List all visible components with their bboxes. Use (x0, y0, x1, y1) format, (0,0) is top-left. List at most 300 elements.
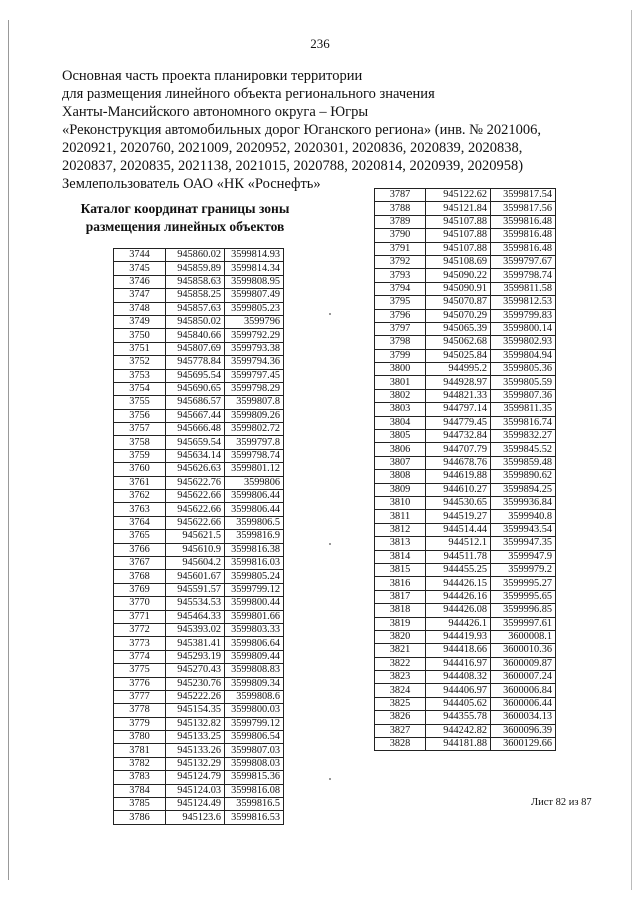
x-coordinate-cell: 944418.66 (426, 644, 491, 657)
y-coordinate-cell: 3599811.58 (491, 282, 556, 295)
x-coordinate-cell: 945690.65 (166, 382, 225, 395)
x-coordinate-cell: 944426.08 (426, 604, 491, 617)
y-coordinate-cell: 3600096.39 (491, 724, 556, 737)
table-row (375, 376, 556, 389)
table-row (114, 704, 284, 717)
table-row (375, 590, 556, 603)
x-coordinate-cell: 944426.16 (426, 590, 491, 603)
table-row (114, 677, 284, 690)
y-coordinate-cell: 3599807.49 (225, 289, 284, 302)
y-coordinate-cell: 3600008.1 (491, 630, 556, 643)
table-row (375, 322, 556, 335)
x-coordinate-cell: 944732.84 (426, 430, 491, 443)
table-row (375, 563, 556, 576)
x-coordinate-cell: 945393.02 (166, 623, 225, 636)
y-coordinate-cell: 3599811.35 (491, 403, 556, 416)
table-row (114, 570, 284, 583)
point-number-cell: 3824 (375, 684, 426, 697)
x-coordinate-cell: 945695.54 (166, 369, 225, 382)
table-row (375, 282, 556, 295)
x-coordinate-cell: 945124.03 (166, 784, 225, 797)
x-coordinate-cell: 945591.57 (166, 583, 225, 596)
x-coordinate-cell: 944797.14 (426, 403, 491, 416)
point-number-cell: 3789 (375, 215, 426, 228)
y-coordinate-cell: 3600034.13 (491, 711, 556, 724)
x-coordinate-cell: 944406.97 (426, 684, 491, 697)
table-row (375, 202, 556, 215)
y-coordinate-cell: 3599808.6 (225, 690, 284, 703)
point-number-cell: 3796 (375, 309, 426, 322)
y-coordinate-cell: 3599817.54 (491, 189, 556, 202)
point-number-cell: 3788 (375, 202, 426, 215)
table-row (114, 382, 284, 395)
x-coordinate-cell: 944995.2 (426, 363, 491, 376)
table-row (114, 744, 284, 757)
y-coordinate-cell: 3599807.36 (491, 389, 556, 402)
point-number-cell: 3815 (375, 563, 426, 576)
x-coordinate-cell: 945807.69 (166, 342, 225, 355)
point-number-cell: 3766 (114, 543, 166, 556)
point-number-cell: 3811 (375, 510, 426, 523)
point-number-cell: 3784 (114, 784, 166, 797)
table-row (375, 296, 556, 309)
y-coordinate-cell: 3600007.24 (491, 671, 556, 684)
table-row (114, 356, 284, 369)
y-coordinate-cell: 3599809.44 (225, 650, 284, 663)
point-number-cell: 3745 (114, 262, 166, 275)
point-number-cell: 3764 (114, 516, 166, 529)
y-coordinate-cell: 3599812.53 (491, 296, 556, 309)
x-coordinate-cell: 945622.76 (166, 476, 225, 489)
x-coordinate-cell: 945121.84 (426, 202, 491, 215)
point-number-cell: 3769 (114, 583, 166, 596)
y-coordinate-cell: 3599792.29 (225, 329, 284, 342)
y-coordinate-cell: 3599801.66 (225, 610, 284, 623)
table-row (114, 757, 284, 770)
point-number-cell: 3801 (375, 376, 426, 389)
y-coordinate-cell: 3599808.83 (225, 664, 284, 677)
x-coordinate-cell: 944408.32 (426, 671, 491, 684)
y-coordinate-cell: 3599796 (225, 315, 284, 328)
table-row (114, 476, 284, 489)
x-coordinate-cell: 945622.66 (166, 503, 225, 516)
table-row (114, 798, 284, 811)
table-row (114, 530, 284, 543)
table-row (114, 664, 284, 677)
document-header (62, 67, 622, 193)
table-row (375, 711, 556, 724)
x-coordinate-cell: 944519.27 (426, 510, 491, 523)
y-coordinate-cell: 3599859.48 (491, 456, 556, 469)
point-number-cell: 3795 (375, 296, 426, 309)
table-row (375, 671, 556, 684)
point-number-cell: 3828 (375, 738, 426, 751)
x-coordinate-cell: 944610.27 (426, 483, 491, 496)
point-number-cell: 3775 (114, 664, 166, 677)
y-coordinate-cell: 3599801.12 (225, 463, 284, 476)
y-coordinate-cell: 3599807.8 (225, 396, 284, 409)
x-coordinate-cell: 945534.53 (166, 597, 225, 610)
table-row (375, 456, 556, 469)
table-row (375, 697, 556, 710)
point-number-cell: 3785 (114, 798, 166, 811)
x-coordinate-cell: 945107.88 (426, 242, 491, 255)
x-coordinate-cell: 944181.88 (426, 738, 491, 751)
point-number-cell: 3816 (375, 577, 426, 590)
point-number-cell: 3787 (375, 189, 426, 202)
x-coordinate-cell: 944419.93 (426, 630, 491, 643)
page-number: 236 (310, 36, 330, 51)
table-row (375, 416, 556, 429)
x-coordinate-cell: 945622.66 (166, 490, 225, 503)
point-number-cell: 3806 (375, 443, 426, 456)
y-coordinate-cell: 3599943.54 (491, 523, 556, 536)
x-coordinate-cell: 945065.39 (426, 322, 491, 335)
table-row (114, 811, 284, 824)
x-coordinate-cell: 945293.19 (166, 650, 225, 663)
table-row (114, 275, 284, 288)
table-row (375, 430, 556, 443)
table-row (375, 215, 556, 228)
point-number-cell: 3751 (114, 342, 166, 355)
x-coordinate-cell: 945062.68 (426, 336, 491, 349)
point-number-cell: 3800 (375, 363, 426, 376)
table-row (114, 289, 284, 302)
y-coordinate-cell: 3599806.64 (225, 637, 284, 650)
table-row (114, 623, 284, 636)
table-row (375, 269, 556, 282)
point-number-cell: 3777 (114, 690, 166, 703)
table-row (375, 523, 556, 536)
x-coordinate-cell: 945622.66 (166, 516, 225, 529)
y-coordinate-cell: 3599803.33 (225, 623, 284, 636)
y-coordinate-cell: 3599815.36 (225, 771, 284, 784)
table-row (375, 309, 556, 322)
x-coordinate-cell: 945090.22 (426, 269, 491, 282)
table-row (114, 690, 284, 703)
x-coordinate-cell: 945132.82 (166, 717, 225, 730)
x-coordinate-cell: 945601.67 (166, 570, 225, 583)
point-number-cell: 3747 (114, 289, 166, 302)
y-coordinate-cell: 3599816.03 (225, 556, 284, 569)
header-line: для размещения линейного объекта регионального значения (62, 86, 435, 102)
point-number-cell: 3793 (375, 269, 426, 282)
y-coordinate-cell: 3599816.48 (491, 242, 556, 255)
table-row (375, 684, 556, 697)
point-number-cell: 3782 (114, 757, 166, 770)
coordinates-table-right (374, 188, 556, 751)
x-coordinate-cell: 944678.76 (426, 456, 491, 469)
table-row (375, 255, 556, 268)
x-coordinate-cell: 944530.65 (426, 496, 491, 509)
point-number-cell: 3809 (375, 483, 426, 496)
x-coordinate-cell: 945133.25 (166, 731, 225, 744)
y-coordinate-cell: 3599799.12 (225, 717, 284, 730)
table-row (114, 329, 284, 342)
y-coordinate-cell: 3599793.38 (225, 342, 284, 355)
y-coordinate-cell: 3599797.67 (491, 255, 556, 268)
point-number-cell: 3802 (375, 389, 426, 402)
header-line: «Реконструкция автомобильных дорог Юганского региона» (инв. № 2021006, (62, 122, 542, 138)
x-coordinate-cell: 945610.9 (166, 543, 225, 556)
y-coordinate-cell: 3599800.44 (225, 597, 284, 610)
table-row (375, 363, 556, 376)
y-coordinate-cell: 3599802.72 (225, 423, 284, 436)
y-coordinate-cell: 3599845.52 (491, 443, 556, 456)
x-coordinate-cell: 945858.25 (166, 289, 225, 302)
y-coordinate-cell: 3599799.83 (491, 309, 556, 322)
table-row (114, 423, 284, 436)
table-row (114, 436, 284, 449)
point-number-cell: 3819 (375, 617, 426, 630)
y-coordinate-cell: 3599797.45 (225, 369, 284, 382)
point-number-cell: 3768 (114, 570, 166, 583)
table-row (375, 630, 556, 643)
x-coordinate-cell: 945070.87 (426, 296, 491, 309)
x-coordinate-cell: 945464.33 (166, 610, 225, 623)
page-border-left (8, 20, 9, 880)
point-number-cell: 3786 (114, 811, 166, 824)
y-coordinate-cell: 3599806.54 (225, 731, 284, 744)
y-coordinate-cell: 3599808.03 (225, 757, 284, 770)
x-coordinate-cell: 944426.1 (426, 617, 491, 630)
y-coordinate-cell: 3599816.08 (225, 784, 284, 797)
x-coordinate-cell: 945107.88 (426, 229, 491, 242)
y-coordinate-cell: 3599996.85 (491, 604, 556, 617)
y-coordinate-cell: 3599995.65 (491, 590, 556, 603)
point-number-cell: 3817 (375, 590, 426, 603)
y-coordinate-cell: 3599816.9 (225, 530, 284, 543)
table-row (375, 443, 556, 456)
y-coordinate-cell: 3599797.8 (225, 436, 284, 449)
header-line: 2020837, 2020835, 2021138, 2021015, 2020788, 2020814, 2020939, 2020958) (62, 158, 524, 174)
point-number-cell: 3778 (114, 704, 166, 717)
x-coordinate-cell: 944242.82 (426, 724, 491, 737)
x-coordinate-cell: 945107.88 (426, 215, 491, 228)
y-coordinate-cell: 3599816.38 (225, 543, 284, 556)
y-coordinate-cell: 3600010.36 (491, 644, 556, 657)
x-coordinate-cell: 944779.45 (426, 416, 491, 429)
table-row (114, 302, 284, 315)
table-row (114, 315, 284, 328)
y-coordinate-cell: 3599805.23 (225, 302, 284, 315)
point-number-cell: 3820 (375, 630, 426, 643)
y-coordinate-cell: 3599800.14 (491, 322, 556, 335)
y-coordinate-cell: 3599894.25 (491, 483, 556, 496)
point-number-cell: 3744 (114, 249, 166, 262)
y-coordinate-cell: 3599816.48 (491, 229, 556, 242)
table-row (375, 550, 556, 563)
x-coordinate-cell: 945025.84 (426, 349, 491, 362)
point-number-cell: 3765 (114, 530, 166, 543)
table-row (114, 516, 284, 529)
point-number-cell: 3780 (114, 731, 166, 744)
header-line: 2020921, 2020760, 2021009, 2020952, 2020301, 2020836, 2020839, 2020838, (62, 140, 523, 156)
point-number-cell: 3797 (375, 322, 426, 335)
point-number-cell: 3814 (375, 550, 426, 563)
y-coordinate-cell: 3599800.03 (225, 704, 284, 717)
x-coordinate-cell: 945123.6 (166, 811, 225, 824)
y-coordinate-cell: 3599808.95 (225, 275, 284, 288)
point-number-cell: 3803 (375, 403, 426, 416)
y-coordinate-cell: 3599798.74 (491, 269, 556, 282)
table-row (375, 617, 556, 630)
y-coordinate-cell: 3599798.29 (225, 382, 284, 395)
point-number-cell: 3821 (375, 644, 426, 657)
catalog-title-line: размещения линейных объектов (85, 219, 285, 234)
y-coordinate-cell: 3599979.2 (491, 563, 556, 576)
point-number-cell: 3758 (114, 436, 166, 449)
y-coordinate-cell: 3599997.61 (491, 617, 556, 630)
point-number-cell: 3779 (114, 717, 166, 730)
table-row (375, 242, 556, 255)
y-coordinate-cell: 3599890.62 (491, 470, 556, 483)
table-row (114, 342, 284, 355)
y-coordinate-cell: 3600006.44 (491, 697, 556, 710)
y-coordinate-cell: 3599798.74 (225, 449, 284, 462)
x-coordinate-cell: 945222.26 (166, 690, 225, 703)
point-number-cell: 3812 (375, 523, 426, 536)
table-row (375, 510, 556, 523)
x-coordinate-cell: 945154.35 (166, 704, 225, 717)
table-row (375, 229, 556, 242)
table-row (114, 409, 284, 422)
x-coordinate-cell: 944619.88 (426, 470, 491, 483)
x-coordinate-cell: 945840.66 (166, 329, 225, 342)
table-row (375, 537, 556, 550)
x-coordinate-cell: 945857.63 (166, 302, 225, 315)
y-coordinate-cell: 3599809.34 (225, 677, 284, 690)
y-coordinate-cell: 3599936.84 (491, 496, 556, 509)
point-number-cell: 3791 (375, 242, 426, 255)
table-row (375, 644, 556, 657)
x-coordinate-cell: 945124.49 (166, 798, 225, 811)
point-number-cell: 3746 (114, 275, 166, 288)
point-number-cell: 3774 (114, 650, 166, 663)
x-coordinate-cell: 945666.48 (166, 423, 225, 436)
x-coordinate-cell: 944355.78 (426, 711, 491, 724)
page-border-right (631, 10, 632, 890)
table-row (114, 369, 284, 382)
y-coordinate-cell: 3599806.44 (225, 503, 284, 516)
point-number-cell: 3773 (114, 637, 166, 650)
scan-speck (329, 778, 331, 780)
point-number-cell: 3804 (375, 416, 426, 429)
catalog-title (60, 200, 310, 236)
x-coordinate-cell: 945604.2 (166, 556, 225, 569)
y-coordinate-cell: 3599809.26 (225, 409, 284, 422)
table-row (114, 543, 284, 556)
table-row (375, 389, 556, 402)
y-coordinate-cell: 3599805.36 (491, 363, 556, 376)
table-row (375, 604, 556, 617)
point-number-cell: 3770 (114, 597, 166, 610)
x-coordinate-cell: 944821.33 (426, 389, 491, 402)
point-number-cell: 3756 (114, 409, 166, 422)
scan-speck (329, 543, 331, 545)
table-row (114, 610, 284, 623)
header-line: Основная часть проекта планировки территории (62, 68, 363, 84)
x-coordinate-cell: 945859.89 (166, 262, 225, 275)
x-coordinate-cell: 945090.91 (426, 282, 491, 295)
point-number-cell: 3757 (114, 423, 166, 436)
point-number-cell: 3750 (114, 329, 166, 342)
table-row (114, 784, 284, 797)
x-coordinate-cell: 945132.29 (166, 757, 225, 770)
x-coordinate-cell: 945381.41 (166, 637, 225, 650)
table-row (114, 490, 284, 503)
point-number-cell: 3810 (375, 496, 426, 509)
x-coordinate-cell: 945133.26 (166, 744, 225, 757)
table-row (375, 657, 556, 670)
point-number-cell: 3772 (114, 623, 166, 636)
point-number-cell: 3761 (114, 476, 166, 489)
table-row (114, 637, 284, 650)
point-number-cell: 3807 (375, 456, 426, 469)
x-coordinate-cell: 944707.79 (426, 443, 491, 456)
point-number-cell: 3762 (114, 490, 166, 503)
catalog-title-line: Каталог координат границы зоны (80, 201, 290, 216)
point-number-cell: 3827 (375, 724, 426, 737)
table-row (114, 396, 284, 409)
x-coordinate-cell: 944405.62 (426, 697, 491, 710)
y-coordinate-cell: 3600009.87 (491, 657, 556, 670)
point-number-cell: 3771 (114, 610, 166, 623)
x-coordinate-cell: 944511.78 (426, 550, 491, 563)
x-coordinate-cell: 944514.44 (426, 523, 491, 536)
table-row (114, 449, 284, 462)
point-number-cell: 3794 (375, 282, 426, 295)
table-row (375, 483, 556, 496)
table-row (114, 717, 284, 730)
point-number-cell: 3799 (375, 349, 426, 362)
sheet-label: Лист 82 из 87 (531, 797, 592, 808)
x-coordinate-cell: 945270.43 (166, 664, 225, 677)
x-coordinate-cell: 945850.02 (166, 315, 225, 328)
point-number-cell: 3760 (114, 463, 166, 476)
header-line: Землепользователь ОАО «НК «Роснефть» (62, 176, 321, 192)
table-row (114, 249, 284, 262)
y-coordinate-cell: 3599814.34 (225, 262, 284, 275)
y-coordinate-cell: 3599832.27 (491, 430, 556, 443)
y-coordinate-cell: 3599794.36 (225, 356, 284, 369)
y-coordinate-cell: 3599816.53 (225, 811, 284, 824)
point-number-cell: 3759 (114, 449, 166, 462)
point-number-cell: 3813 (375, 537, 426, 550)
table-row (114, 556, 284, 569)
x-coordinate-cell: 944426.15 (426, 577, 491, 590)
y-coordinate-cell: 3599947.35 (491, 537, 556, 550)
table-row (114, 503, 284, 516)
x-coordinate-cell: 945860.02 (166, 249, 225, 262)
point-number-cell: 3790 (375, 229, 426, 242)
point-number-cell: 3753 (114, 369, 166, 382)
x-coordinate-cell: 944512.1 (426, 537, 491, 550)
point-number-cell: 3776 (114, 677, 166, 690)
y-coordinate-cell: 3599802.93 (491, 336, 556, 349)
y-coordinate-cell: 3599799.12 (225, 583, 284, 596)
x-coordinate-cell: 944455.25 (426, 563, 491, 576)
table-row (114, 771, 284, 784)
x-coordinate-cell: 945621.5 (166, 530, 225, 543)
x-coordinate-cell: 945686.57 (166, 396, 225, 409)
point-number-cell: 3826 (375, 711, 426, 724)
point-number-cell: 3808 (375, 470, 426, 483)
point-number-cell: 3818 (375, 604, 426, 617)
x-coordinate-cell: 945778.84 (166, 356, 225, 369)
table-row (114, 583, 284, 596)
y-coordinate-cell: 3599806 (225, 476, 284, 489)
